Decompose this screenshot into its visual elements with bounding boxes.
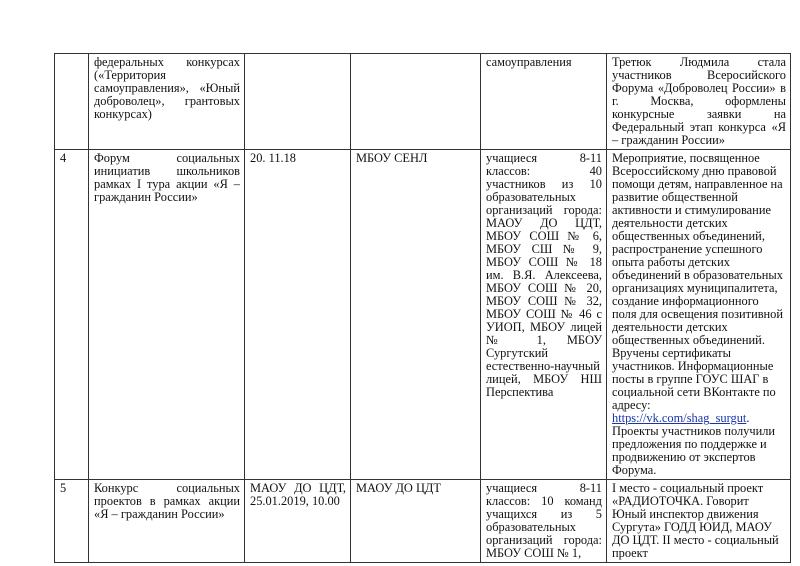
cell-participants: учащиеся 8-11 классов: 10 команд учащихся из 5 образовательных организаций города: МБОУ СОШ № 1,	[481, 480, 607, 563]
cell-name: федеральных конкурсах («Территория самоуправления», «Юный доброволец», грантовых конкурсах)	[89, 54, 245, 150]
table-row	[55, 150, 791, 480]
table-row	[55, 480, 791, 563]
cell-place	[351, 54, 481, 150]
cell-result: I место - социальный проект «РАДИОТОЧКА. Говорит Юный инспектор движения Сургута» ГОДД ЮИД, МАОУ ДО ЦДТ. II место - социальный проект	[607, 480, 791, 563]
cell-participants: самоуправления	[481, 54, 607, 150]
result-text-after: . Проекты участников получили предложения по поддержке и продвижению от экспертов Форума.	[612, 411, 776, 477]
cell-place: МБОУ СЕНЛ	[351, 150, 481, 480]
cell-num: 5	[55, 480, 89, 563]
table-row	[55, 54, 791, 150]
result-text: Мероприятие, посвященное Всероссийскому дню правовой помощи детям, направленное на развитие общественной активности и стимулирование деятельности детских общественных объединений, распространение успешного опыта работы детских объединений в образовательных организациях муниципалитета, создание информационного поля для освещения позитивной деятельности детских общественных объединений. Вручены сертификаты участников. Информационные посты в группе ГОУС ШАГ в социальной сети ВКонтакте по адресу:	[612, 151, 784, 412]
cell-result	[607, 150, 791, 480]
cell-name: Форум социальных инициатив школьников рамках I тура акции «Я – гражданин России»	[89, 150, 245, 480]
cell-num: 4	[55, 150, 89, 480]
cell-name: Конкурс социальных проектов в рамках акции «Я – гражданин России»	[89, 480, 245, 563]
cell-date: 20. 11.18	[245, 150, 351, 480]
events-table	[54, 53, 791, 563]
cell-date	[245, 54, 351, 150]
cell-date: МАОУ ДО ЦДТ, 25.01.2019, 10.00	[245, 480, 351, 563]
vk-group-link[interactable]: https://vk.com/shag_surgut	[612, 411, 747, 425]
cell-place: МАОУ ДО ЦДТ	[351, 480, 481, 563]
cell-result: Третюк Людмила стала участников Всеросийского Форума «Доброволец России» в г. Москва, оформлены конкурсные заявки на Федеральный этап конкурса «Я – гражданин России»	[607, 54, 791, 150]
cell-num	[55, 54, 89, 150]
cell-participants: учащиеся 8-11 классов: 40 участников из 10 образовательных организаций города: МАОУ ДО ЦДТ, МБОУ СОШ № 6, МБОУ СШ № 9, МБОУ СОШ № 18 им. В.Я. Алексеева, МБОУ СОШ № 20, МБОУ СОШ № 32, МБОУ СОШ № 46 с УИОП, МБОУ лицей № 1, МБОУ Сургутский естественно-научный лицей, МБОУ НШ Перспектива	[481, 150, 607, 480]
